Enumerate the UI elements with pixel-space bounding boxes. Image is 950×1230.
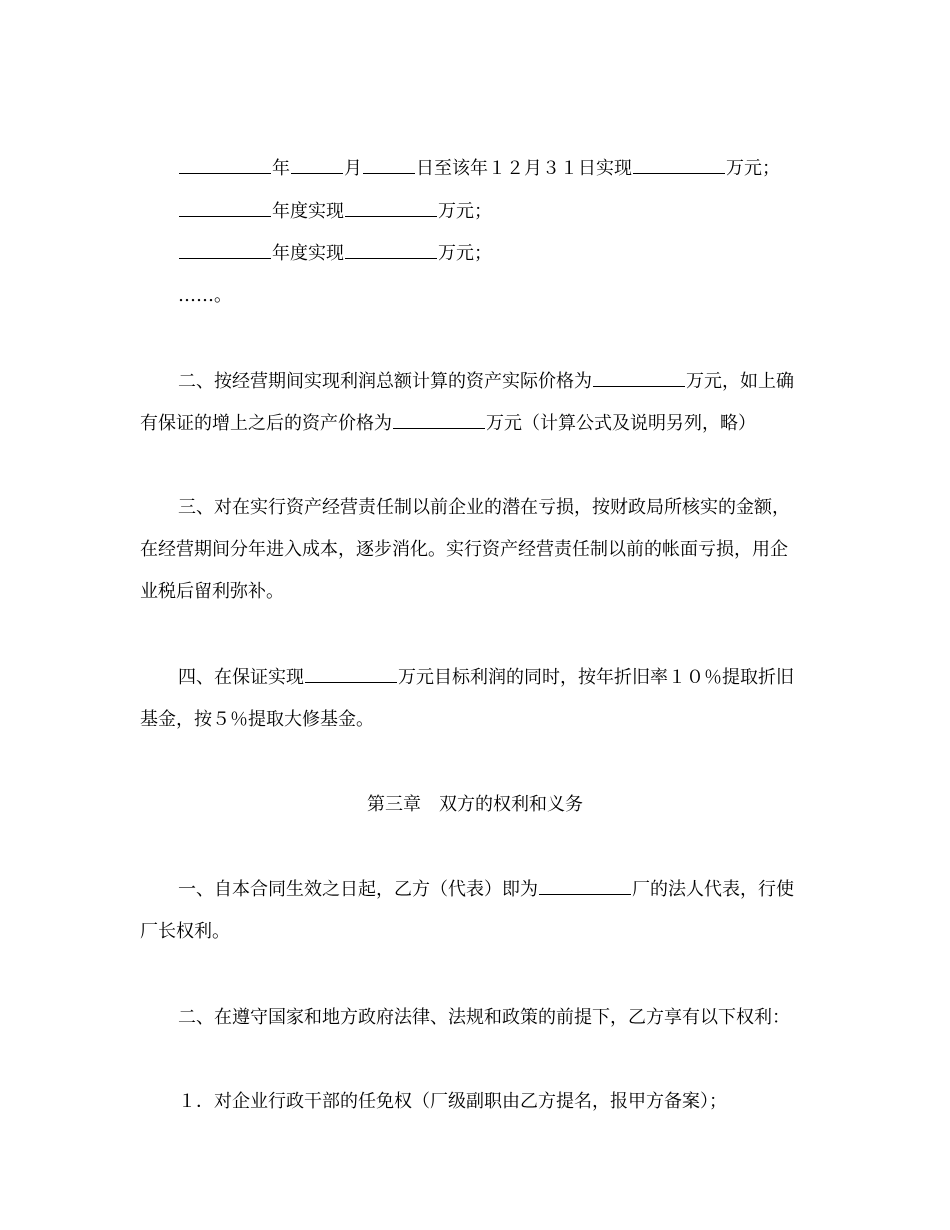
text: 万元，如上确: [686, 371, 794, 392]
text: 年度实现: [272, 201, 344, 222]
clause-2-line-1: [178, 368, 820, 394]
blank-field: [291, 155, 343, 174]
chapter-heading: 第三章 双方的权利和义务: [367, 794, 583, 815]
text: 二、按经营期间实现利润总额计算的资产实际价格为: [178, 371, 592, 392]
blank-field: [393, 410, 485, 429]
text: 四、在保证实现: [178, 667, 304, 688]
blank-field: [179, 155, 271, 174]
clause-3-line-2: 在经营期间分年进入成本，逐步消化。实行资产经营责任制以前的帐面亏损，用企: [140, 539, 788, 560]
text: 年度实现: [272, 243, 344, 264]
text: 有保证的增上之后的资产价格为: [140, 413, 392, 434]
ch3-clause-1-line-1: [178, 876, 820, 902]
ch3-clause-2-line-1: 二、在遵守国家和地方政府法律、法规和政策的前提下，乙方享有以下权利：: [178, 1007, 790, 1028]
blank-field: [305, 664, 397, 683]
text: 日至该年１２月３１日实现: [416, 158, 632, 179]
yearly-line-2: [178, 198, 820, 224]
ch3-clause-1-line-2: 厂长权利。: [140, 921, 230, 942]
clause-3-line-1: 三、对在实行资产经营责任制以前企业的潜在亏损，按财政局所核实的金额，: [178, 497, 790, 518]
ellipsis-line: ……。: [178, 285, 232, 306]
blank-field: [633, 155, 725, 174]
blank-field: [179, 240, 271, 259]
text: 万元；: [726, 158, 780, 179]
blank-field: [593, 368, 685, 387]
blank-field: [345, 240, 437, 259]
clause-4-line-1: [178, 664, 820, 690]
yearly-line-1: [178, 155, 820, 181]
text: 万元；: [438, 201, 492, 222]
blank-field: [363, 155, 415, 174]
clause-4-line-2: 基金，按５％提取大修基金。: [140, 709, 374, 730]
text: 年: [272, 158, 290, 179]
yearly-line-3: [178, 240, 820, 266]
text: 万元（计算公式及说明另列，略）: [486, 413, 756, 434]
ch3-item-1-line-1: １．对企业行政干部的任免权（厂级副职由乙方提名，报甲方备案）；: [178, 1091, 727, 1112]
clause-2-line-2: [140, 410, 820, 436]
blank-field: [539, 876, 631, 895]
text: 万元目标利润的同时，按年折旧率１０％提取折旧: [398, 667, 794, 688]
text: 厂的法人代表，行使: [632, 879, 794, 900]
blank-field: [345, 198, 437, 217]
clause-3-line-3: 业税后留利弥补。: [140, 581, 284, 602]
text: 万元；: [438, 243, 492, 264]
blank-field: [179, 198, 271, 217]
text: 月: [344, 158, 362, 179]
text: 一、自本合同生效之日起，乙方（代表）即为: [178, 879, 538, 900]
